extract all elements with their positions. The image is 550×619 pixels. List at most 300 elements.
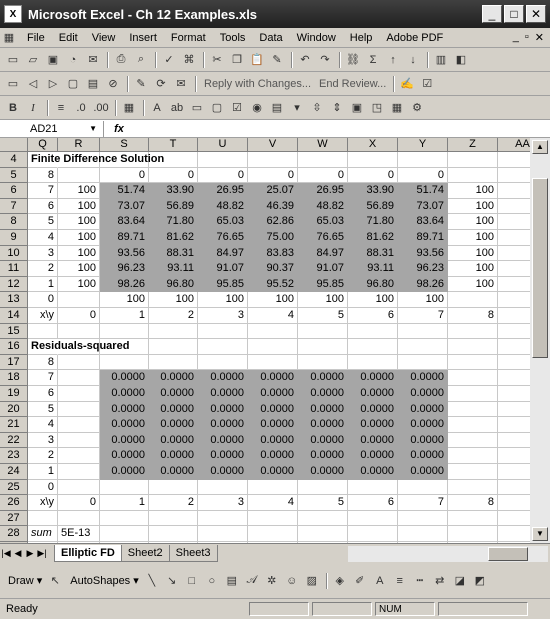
scroll-bar-icon[interactable]: ⇳ (312, 102, 322, 114)
show-all-comments-icon[interactable]: ▤ (87, 78, 99, 90)
cell[interactable]: 0.0000 (398, 370, 448, 386)
cell[interactable]: 0.0000 (348, 464, 398, 480)
cell[interactable]: 8 (28, 168, 58, 184)
cell[interactable]: 0.0000 (398, 464, 448, 480)
row-header[interactable]: 20 (0, 402, 28, 418)
cell[interactable]: 0.0000 (100, 464, 149, 480)
cell[interactable]: 75.00 (248, 230, 298, 246)
sheet-tab-sheet3[interactable]: Sheet3 (169, 545, 218, 562)
cell[interactable]: 0.0000 (149, 433, 198, 449)
cell[interactable]: 93.11 (149, 261, 198, 277)
cell[interactable] (58, 370, 100, 386)
edit-box-icon[interactable]: ab (170, 101, 184, 114)
cell[interactable]: 100 (58, 199, 100, 215)
cell[interactable] (198, 324, 248, 340)
cell[interactable]: 6 (348, 308, 398, 324)
cell[interactable]: 7 (28, 183, 58, 199)
cell[interactable] (498, 480, 530, 496)
new-icon[interactable]: ▭ (7, 54, 19, 66)
row-header[interactable]: 22 (0, 433, 28, 449)
doc-restore-button[interactable]: ▫ (524, 31, 529, 43)
cell[interactable]: 26.95 (298, 183, 348, 199)
cell[interactable]: 0.0000 (198, 386, 248, 402)
cell[interactable]: 93.56 (100, 246, 149, 262)
cell[interactable] (448, 339, 498, 355)
line-style-icon[interactable]: ≡ (396, 574, 403, 587)
cell[interactable]: 0.0000 (348, 433, 398, 449)
row-header[interactable]: 28 (0, 526, 28, 542)
menu-file[interactable]: File (27, 31, 45, 44)
cell[interactable] (298, 355, 348, 371)
increase-decimal-icon[interactable]: .0 (76, 101, 86, 114)
prev-sheet-icon[interactable]: ◀ (14, 548, 22, 558)
cell[interactable]: 0.0000 (248, 433, 298, 449)
cell[interactable] (498, 152, 530, 168)
cell[interactable]: 89.71 (100, 230, 149, 246)
cell[interactable]: 0.0000 (149, 370, 198, 386)
cell[interactable] (348, 324, 398, 340)
cell[interactable] (448, 511, 498, 527)
cell[interactable]: 0.0000 (348, 370, 398, 386)
cell[interactable]: 65.03 (298, 214, 348, 230)
row-header[interactable]: 23 (0, 448, 28, 464)
cell[interactable]: 73.07 (398, 199, 448, 215)
cell[interactable] (448, 355, 498, 371)
cell[interactable]: 2 (28, 261, 58, 277)
cell[interactable] (448, 480, 498, 496)
cell[interactable]: 100 (448, 246, 498, 262)
cell[interactable]: 84.97 (198, 246, 248, 262)
permission-icon[interactable]: ◔ (69, 53, 77, 66)
cell[interactable] (448, 417, 498, 433)
cell[interactable]: 65.03 (198, 214, 248, 230)
cell[interactable]: 56.89 (348, 199, 398, 215)
cell[interactable]: 100 (448, 277, 498, 293)
cell[interactable] (149, 324, 198, 340)
cell[interactable]: 100 (58, 183, 100, 199)
cell[interactable]: 0 (58, 495, 100, 511)
cell[interactable] (448, 152, 498, 168)
cell[interactable]: 56.89 (149, 199, 198, 215)
cell[interactable]: 98.26 (398, 277, 448, 293)
clip-art-icon[interactable]: ☺ (286, 574, 298, 587)
row-header[interactable]: 19 (0, 386, 28, 402)
doc-close-button[interactable]: ✕ (534, 32, 544, 44)
row-header[interactable]: 5 (0, 168, 28, 184)
vertical-scrollbar[interactable] (530, 138, 550, 543)
cell[interactable] (498, 230, 530, 246)
column-header[interactable]: Y (398, 138, 448, 152)
cell[interactable]: 100 (448, 261, 498, 277)
cell[interactable] (58, 168, 100, 184)
cell[interactable]: 8 (448, 495, 498, 511)
cell[interactable] (100, 511, 149, 527)
cell[interactable]: 0.0000 (149, 402, 198, 418)
cell[interactable]: 0 (348, 168, 398, 184)
menu-edit[interactable]: Edit (58, 31, 78, 44)
menu-window[interactable]: Window (296, 31, 336, 44)
cell[interactable] (58, 464, 100, 480)
open-icon[interactable]: ▱ (28, 54, 38, 66)
cell[interactable]: 96.80 (149, 277, 198, 293)
cell[interactable]: 5 (298, 495, 348, 511)
cell[interactable] (498, 308, 530, 324)
cell[interactable]: 8 (28, 355, 58, 371)
cell[interactable]: 33.90 (348, 183, 398, 199)
font-color-icon[interactable]: A (376, 574, 384, 587)
cell[interactable]: 96.23 (100, 261, 149, 277)
cell[interactable]: 4 (248, 495, 298, 511)
cell[interactable] (498, 339, 530, 355)
menu-adobe-pdf[interactable]: Adobe PDF (386, 31, 444, 44)
cut-icon[interactable]: ✂ (212, 54, 222, 66)
cell[interactable]: 0.0000 (100, 417, 149, 433)
row-header[interactable]: 9 (0, 230, 28, 246)
cell[interactable] (100, 480, 149, 496)
shadow-style-icon[interactable]: ◪ (454, 575, 465, 587)
cell[interactable]: 0.0000 (298, 417, 348, 433)
dash-style-icon[interactable]: ┅ (416, 575, 424, 587)
fill-color-icon[interactable]: ◈ (335, 575, 344, 587)
cell[interactable] (248, 526, 298, 542)
cell[interactable]: 4 (28, 230, 58, 246)
cell[interactable]: 7 (398, 495, 448, 511)
row-header[interactable]: 13 (0, 292, 28, 308)
cell[interactable]: 5 (28, 214, 58, 230)
cell[interactable] (298, 152, 348, 168)
bold-button[interactable]: B (9, 101, 17, 114)
cell[interactable]: Residuals-squared (28, 339, 58, 355)
cell[interactable]: 1 (100, 495, 149, 511)
cell[interactable]: 2 (28, 448, 58, 464)
cell[interactable] (498, 199, 530, 215)
comment-icon[interactable]: ▭ (7, 78, 19, 90)
last-sheet-icon[interactable]: ▶| (37, 548, 47, 558)
cell[interactable]: 89.71 (398, 230, 448, 246)
save-icon[interactable]: ▣ (47, 54, 59, 66)
cell[interactable]: 0 (28, 292, 58, 308)
scroll-up-icon[interactable]: ▲ (532, 140, 548, 154)
cell[interactable] (348, 152, 398, 168)
cell[interactable] (58, 480, 100, 496)
print-preview-icon[interactable]: ⌕ (137, 53, 145, 65)
cell[interactable]: 0.0000 (398, 402, 448, 418)
horizontal-scroll-thumb[interactable] (488, 547, 528, 561)
cell[interactable]: 100 (58, 277, 100, 293)
cell[interactable]: 0.0000 (298, 402, 348, 418)
cell[interactable] (398, 152, 448, 168)
row-header[interactable]: 7 (0, 199, 28, 215)
cell[interactable]: 6 (28, 386, 58, 402)
wordart-icon[interactable]: 𝒜 (246, 574, 257, 586)
cell[interactable]: 0 (100, 168, 149, 184)
hyperlink-icon[interactable]: ⛓ (346, 54, 360, 66)
cell[interactable] (448, 370, 498, 386)
next-sheet-icon[interactable]: ▶ (26, 548, 34, 558)
cell[interactable] (28, 324, 58, 340)
row-header[interactable]: 11 (0, 261, 28, 277)
sort-ascending-icon[interactable]: ↑ (390, 53, 396, 66)
cell[interactable]: 88.31 (149, 246, 198, 262)
cell[interactable] (58, 386, 100, 402)
cell[interactable] (498, 292, 530, 308)
cell[interactable] (248, 511, 298, 527)
cell[interactable]: 1 (28, 277, 58, 293)
row-header[interactable]: 25 (0, 480, 28, 496)
cell[interactable]: 6 (28, 199, 58, 215)
worksheet-grid[interactable] (0, 138, 530, 543)
cell[interactable] (498, 448, 530, 464)
cell[interactable] (298, 324, 348, 340)
cell[interactable]: 1 (100, 308, 149, 324)
cell[interactable] (448, 433, 498, 449)
cell[interactable] (149, 526, 198, 542)
cell[interactable] (348, 511, 398, 527)
cell[interactable]: 100 (198, 292, 248, 308)
cell[interactable] (398, 355, 448, 371)
italic-button[interactable]: I (31, 101, 35, 114)
cell[interactable] (498, 511, 530, 527)
cell[interactable] (198, 480, 248, 496)
cell[interactable]: 81.62 (149, 230, 198, 246)
cell[interactable] (498, 526, 530, 542)
previous-comment-icon[interactable]: ◁ (28, 78, 38, 90)
cell[interactable]: 5E-13 (58, 526, 100, 542)
cell[interactable]: 0.0000 (149, 464, 198, 480)
column-header[interactable]: U (198, 138, 248, 152)
cell[interactable] (58, 448, 100, 464)
cell[interactable]: 100 (298, 292, 348, 308)
cell[interactable] (448, 402, 498, 418)
cell[interactable]: 0.0000 (100, 448, 149, 464)
cell[interactable]: 4 (248, 308, 298, 324)
cell[interactable]: 100 (58, 230, 100, 246)
menu-format[interactable]: Format (170, 31, 206, 44)
cell[interactable] (58, 292, 100, 308)
text-box-icon[interactable]: ▤ (226, 575, 237, 587)
cell[interactable] (298, 511, 348, 527)
cell[interactable] (498, 433, 530, 449)
cell[interactable]: 0.0000 (198, 448, 248, 464)
cell[interactable] (448, 324, 498, 340)
cell[interactable]: 0.0000 (298, 370, 348, 386)
button-control-icon[interactable]: ▢ (211, 102, 223, 114)
cell[interactable]: 0.0000 (100, 402, 149, 418)
cell[interactable]: 84.97 (298, 246, 348, 262)
cell[interactable] (298, 339, 348, 355)
email-icon[interactable]: ✉ (88, 54, 98, 66)
cell[interactable]: 0.0000 (298, 386, 348, 402)
cell[interactable]: 0.0000 (398, 417, 448, 433)
cell[interactable]: 0 (149, 168, 198, 184)
research-icon[interactable]: ⌘ (183, 54, 195, 66)
cell[interactable]: 0 (298, 168, 348, 184)
cell[interactable]: 83.83 (248, 246, 298, 262)
autosum-icon[interactable]: Σ (369, 53, 377, 66)
cell[interactable] (100, 526, 149, 542)
borders-icon[interactable]: ▦ (123, 102, 135, 114)
cell[interactable]: 90.37 (248, 261, 298, 277)
cell[interactable]: 0.0000 (248, 464, 298, 480)
cell[interactable] (348, 355, 398, 371)
drawing-icon[interactable]: ◧ (455, 54, 467, 66)
cell[interactable]: 6 (348, 495, 398, 511)
redo-icon[interactable]: ↷ (320, 54, 330, 66)
column-header[interactable]: AA (498, 138, 530, 152)
cell[interactable]: 51.74 (100, 183, 149, 199)
column-header[interactable]: R (58, 138, 100, 152)
cell[interactable]: 0.0000 (398, 386, 448, 402)
row-header[interactable]: 16 (0, 339, 28, 355)
cell[interactable] (448, 168, 498, 184)
cell[interactable]: 71.80 (348, 214, 398, 230)
cell[interactable]: 96.23 (398, 261, 448, 277)
spelling-icon[interactable]: ✓ (164, 54, 174, 66)
cell[interactable]: 100 (448, 199, 498, 215)
horizontal-scrollbar[interactable] (348, 546, 548, 562)
cell[interactable] (58, 417, 100, 433)
cell[interactable] (498, 168, 530, 184)
menu-tools[interactable]: Tools (219, 31, 246, 44)
cell[interactable]: 0.0000 (198, 370, 248, 386)
cell[interactable]: 1 (28, 464, 58, 480)
cell[interactable] (198, 355, 248, 371)
cell[interactable]: 0.0000 (198, 433, 248, 449)
name-box[interactable] (0, 121, 104, 137)
row-header[interactable]: 14 (0, 308, 28, 324)
cell[interactable]: 76.65 (298, 230, 348, 246)
cell[interactable]: 100 (58, 214, 100, 230)
cell[interactable]: 48.82 (298, 199, 348, 215)
cell[interactable]: 7 (28, 370, 58, 386)
cell[interactable] (498, 246, 530, 262)
menu-help[interactable]: Help (349, 31, 373, 44)
cell[interactable] (448, 292, 498, 308)
row-header[interactable]: 21 (0, 417, 28, 433)
label-control-icon[interactable]: A (153, 101, 161, 114)
cell[interactable] (198, 526, 248, 542)
cell[interactable]: 0.0000 (100, 433, 149, 449)
menu-view[interactable]: View (91, 31, 116, 44)
cell[interactable]: 100 (448, 183, 498, 199)
cell[interactable]: 0.0000 (348, 417, 398, 433)
cell[interactable]: 0.0000 (398, 433, 448, 449)
select-objects-icon[interactable]: ↖ (50, 575, 60, 587)
line-color-icon[interactable]: ✐ (355, 575, 365, 587)
row-header[interactable]: 26 (0, 495, 28, 511)
chart-wizard-icon[interactable]: ▥ (435, 54, 447, 66)
cell[interactable]: 5 (298, 308, 348, 324)
cell[interactable] (398, 526, 448, 542)
cell[interactable] (58, 511, 100, 527)
merge-center-icon[interactable]: ≡ (57, 101, 65, 114)
cell[interactable]: 91.07 (198, 261, 248, 277)
menu-insert[interactable]: Insert (129, 31, 157, 44)
cell[interactable]: 81.62 (348, 230, 398, 246)
cell[interactable] (248, 324, 298, 340)
maximize-button[interactable]: □ (504, 5, 524, 23)
checkbox-control-icon[interactable]: ☑ (232, 102, 242, 114)
cell[interactable]: 73.07 (100, 199, 149, 215)
cell[interactable] (348, 339, 398, 355)
cell[interactable]: 0.0000 (298, 433, 348, 449)
cell[interactable]: 62.86 (248, 214, 298, 230)
row-header[interactable]: 15 (0, 324, 28, 340)
cell[interactable]: 0.0000 (248, 448, 298, 464)
cell[interactable]: 25.07 (248, 183, 298, 199)
update-file-icon[interactable]: ⟳ (156, 78, 166, 90)
arrow-style-icon[interactable]: ⇄ (435, 575, 445, 587)
cell[interactable] (498, 417, 530, 433)
doc-minimize-button[interactable]: _ (512, 31, 519, 43)
cell[interactable]: 0.0000 (298, 464, 348, 480)
row-header[interactable]: 27 (0, 511, 28, 527)
cell[interactable]: 0 (248, 168, 298, 184)
minimize-button[interactable]: _ (482, 5, 502, 23)
group-box-icon[interactable]: ▭ (191, 102, 203, 114)
cell[interactable]: 0 (198, 168, 248, 184)
decrease-decimal-icon[interactable]: .00 (93, 101, 109, 114)
cell[interactable]: 3 (28, 246, 58, 262)
cell[interactable]: 76.65 (198, 230, 248, 246)
cell[interactable]: 0.0000 (248, 386, 298, 402)
cell[interactable] (398, 511, 448, 527)
arrow-icon[interactable]: ↘ (167, 575, 177, 587)
chevron-down-icon[interactable]: ▼ (89, 124, 97, 133)
row-header[interactable]: 12 (0, 277, 28, 293)
cell[interactable] (448, 448, 498, 464)
cell[interactable]: 0.0000 (100, 370, 149, 386)
option-button-icon[interactable]: ◉ (252, 102, 262, 114)
check-icon[interactable]: ☑ (422, 78, 433, 90)
cell[interactable]: 71.80 (149, 214, 198, 230)
cell[interactable]: x\y (28, 308, 58, 324)
cell[interactable]: 0 (28, 480, 58, 496)
row-header[interactable]: 8 (0, 214, 28, 230)
combo-box-icon[interactable]: ▾ (294, 102, 300, 114)
cell[interactable] (198, 152, 248, 168)
format-painter-icon[interactable]: ✎ (272, 54, 282, 66)
sort-descending-icon[interactable]: ↓ (410, 53, 416, 66)
cell[interactable]: 3 (198, 308, 248, 324)
scroll-down-icon[interactable]: ▼ (532, 527, 548, 541)
row-header[interactable]: 18 (0, 370, 28, 386)
spinner-icon[interactable]: ⇕ (332, 102, 342, 114)
cell[interactable]: 0.0000 (149, 448, 198, 464)
cell[interactable]: 4 (28, 417, 58, 433)
cell[interactable]: 2 (149, 308, 198, 324)
undo-icon[interactable]: ↶ (300, 54, 310, 66)
cell[interactable]: 0.0000 (348, 402, 398, 418)
cell[interactable] (448, 526, 498, 542)
cell[interactable] (149, 511, 198, 527)
insert-function-icon[interactable]: fx (114, 122, 124, 135)
select-all-corner[interactable] (0, 138, 28, 152)
cell[interactable] (498, 261, 530, 277)
cell[interactable] (58, 355, 100, 371)
cell[interactable]: 100 (348, 292, 398, 308)
column-header[interactable]: T (149, 138, 198, 152)
cell[interactable]: 100 (100, 292, 149, 308)
oval-icon[interactable]: ○ (208, 574, 216, 587)
track-changes-icon[interactable]: ✎ (136, 78, 146, 90)
cell[interactable] (498, 464, 530, 480)
cell[interactable] (248, 339, 298, 355)
cell[interactable]: 0 (58, 308, 100, 324)
cell[interactable]: 0.0000 (298, 448, 348, 464)
cell[interactable] (149, 480, 198, 496)
workbook-icon[interactable]: ▦ (3, 32, 15, 44)
